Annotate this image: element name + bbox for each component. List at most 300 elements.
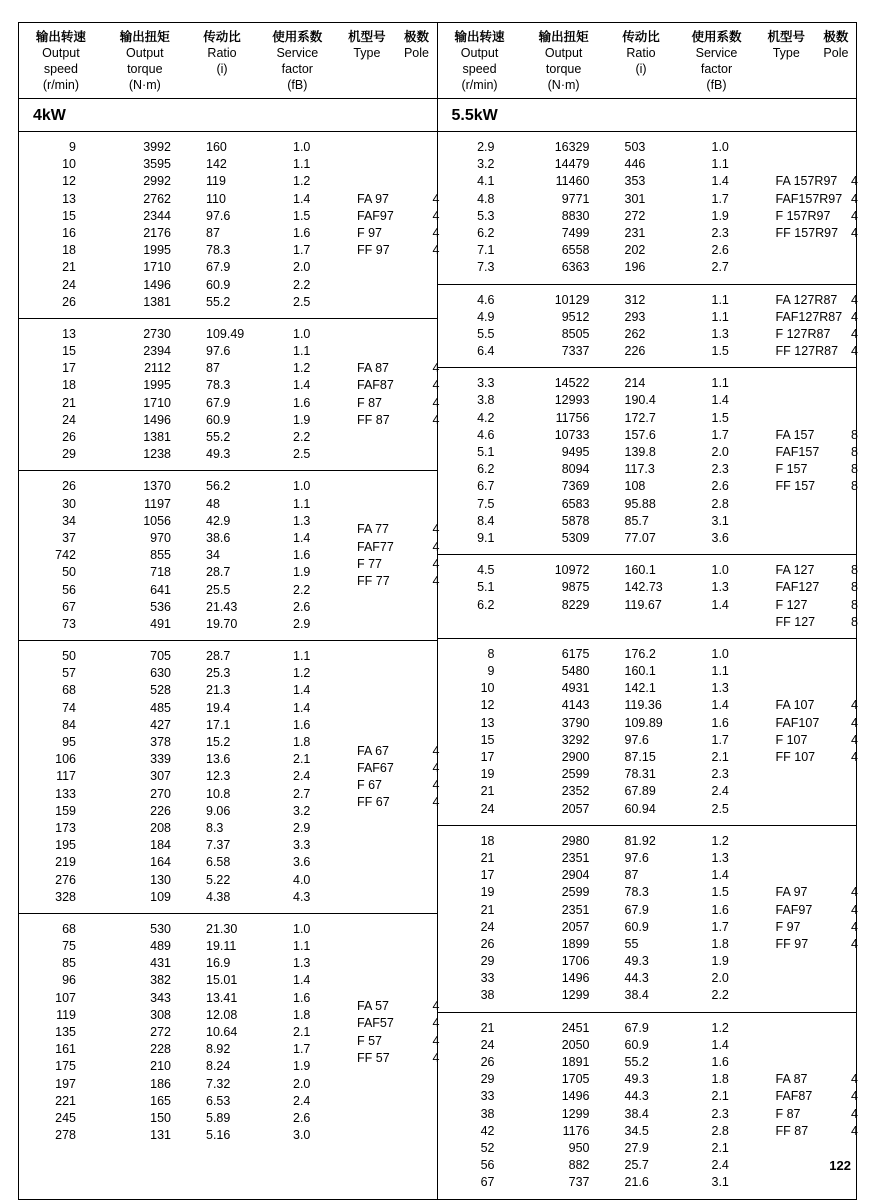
table-cell: 186 [107, 1076, 171, 1093]
table-cell: 196 [625, 259, 688, 276]
table-cell: 5309 [526, 530, 590, 547]
table-cell: 175 [19, 1058, 76, 1075]
spec-group [438, 826, 857, 1013]
table-cell: 150 [107, 1110, 171, 1127]
type-value: F 97 [357, 225, 415, 242]
spec-group [438, 555, 857, 639]
column-type [353, 191, 415, 260]
column-service-factor [688, 375, 772, 547]
table-cell: 1706 [526, 953, 590, 970]
table-cell: 1.7 [712, 427, 772, 444]
table-cell: 7.37 [206, 837, 269, 854]
type-pole-block [772, 139, 875, 277]
pole-value: 4 [415, 777, 457, 794]
header-type: 机型号 Type [757, 29, 816, 93]
table-cell: 4.8 [438, 191, 495, 208]
table-right-5p5kw [438, 23, 857, 1199]
table-cell: 42 [438, 1123, 495, 1140]
pole-value: 4 [834, 191, 875, 208]
column-output-torque [107, 326, 195, 464]
type-value: FF 67 [357, 794, 415, 811]
table-cell: 202 [625, 242, 688, 259]
table-cell: 13 [438, 715, 495, 732]
table-cell: 2.0 [712, 444, 772, 461]
table-cell: 1.1 [293, 156, 353, 173]
table-cell: 1299 [526, 1106, 590, 1123]
table-cell: 1710 [107, 395, 171, 412]
pole-value: 4 [415, 998, 457, 1015]
table-cell: 7499 [526, 225, 590, 242]
spec-group [19, 641, 437, 914]
type-value: FA 87 [357, 360, 415, 377]
table-cell: 1.5 [712, 410, 772, 427]
table-cell: 25.3 [206, 665, 269, 682]
table-cell: 60.9 [625, 919, 688, 936]
table-cell: 4143 [526, 697, 590, 714]
column-pole [834, 173, 875, 242]
table-cell: 2.0 [293, 1076, 353, 1093]
table-cell: 18 [19, 242, 76, 259]
table-cell: 12.3 [206, 768, 269, 785]
spec-tables [18, 22, 857, 1200]
table-cell: 38 [438, 987, 495, 1004]
type-value: F 107 [776, 732, 834, 749]
table-cell: 44.3 [625, 1088, 688, 1105]
table-cell: 737 [526, 1174, 590, 1191]
table-cell: 184 [107, 837, 171, 854]
table-cell: 2.7 [712, 259, 772, 276]
column-service-factor [269, 139, 353, 311]
table-cell: 293 [625, 309, 688, 326]
pole-value: 4 [415, 225, 457, 242]
pole-value: 4 [834, 1106, 875, 1123]
table-left-4kw [19, 23, 438, 1199]
type-value: F 97 [776, 919, 834, 936]
table-cell: 165 [107, 1093, 171, 1110]
table-cell: 108 [625, 478, 688, 495]
type-pole-block [772, 562, 875, 631]
table-cell: 50 [19, 648, 76, 665]
table-cell: 2.0 [712, 970, 772, 987]
column-output-speed [438, 833, 526, 1005]
table-cell: 1496 [526, 970, 590, 987]
table-cell: 24 [438, 1037, 495, 1054]
table-cell: 6.2 [438, 225, 495, 242]
pole-value: 4 [834, 309, 875, 326]
pole-value: 4 [834, 749, 875, 766]
table-cell: 1.8 [712, 1071, 772, 1088]
column-output-torque [107, 478, 195, 633]
table-cell: 21 [19, 395, 76, 412]
table-cell: 1.4 [712, 392, 772, 409]
table-cell: 1.7 [712, 732, 772, 749]
table-cell: 60.9 [625, 1037, 688, 1054]
table-cell: 57 [19, 665, 76, 682]
pole-value: 4 [834, 919, 875, 936]
table-cell: 1.5 [293, 208, 353, 225]
pole-value: 4 [415, 242, 457, 259]
table-cell: 1.8 [293, 734, 353, 751]
table-cell: 528 [107, 682, 171, 699]
column-service-factor [688, 292, 772, 361]
type-value: FF 127 [776, 614, 834, 631]
pole-value: 4 [415, 521, 457, 538]
table-cell: 26 [19, 294, 76, 311]
table-cell: 97.6 [625, 850, 688, 867]
table-cell: 26 [438, 936, 495, 953]
data-columns [438, 375, 772, 547]
table-cell: 6.4 [438, 343, 495, 360]
header-output-speed: 输出转速 Output speed (r/min) [19, 29, 103, 93]
table-cell: 10129 [526, 292, 590, 309]
table-cell: 1176 [526, 1123, 590, 1140]
table-cell: 3.8 [438, 392, 495, 409]
type-value: F 127 [776, 597, 834, 614]
table-cell: 67 [19, 599, 76, 616]
pole-value: 4 [415, 412, 457, 429]
table-cell: 16329 [526, 139, 590, 156]
table-cell: 378 [107, 734, 171, 751]
table-cell: 139.8 [625, 444, 688, 461]
table-cell: 1.4 [712, 697, 772, 714]
pole-value: 4 [834, 225, 875, 242]
type-value: FF 97 [357, 242, 415, 259]
type-pole-block [772, 833, 875, 1005]
table-cell: 1995 [107, 242, 171, 259]
table-cell: 190.4 [625, 392, 688, 409]
type-value: F 157 [776, 461, 834, 478]
table-cell: 2992 [107, 173, 171, 190]
table-cell: 38 [438, 1106, 495, 1123]
type-value: FA 97 [776, 884, 834, 901]
column-service-factor [269, 478, 353, 633]
pole-value: 4 [415, 208, 457, 225]
type-value: FA 127R87 [776, 292, 834, 309]
pole-value: 4 [834, 902, 875, 919]
table-cell: 221 [19, 1093, 76, 1110]
pole-value: 4 [834, 173, 875, 190]
table-cell: 5.89 [206, 1110, 269, 1127]
table-cell: 1.6 [293, 547, 353, 564]
table-cell: 3.3 [438, 375, 495, 392]
table-cell: 2.6 [712, 478, 772, 495]
pole-value: 4 [415, 360, 457, 377]
table-cell: 8830 [526, 208, 590, 225]
table-cell: 1.4 [293, 972, 353, 989]
table-cell: 21 [438, 1020, 495, 1037]
table-cell: 84 [19, 717, 76, 734]
table-cell: 9.1 [438, 530, 495, 547]
table-cell: 1891 [526, 1054, 590, 1071]
table-cell: 1.0 [293, 326, 353, 343]
table-cell: 630 [107, 665, 171, 682]
type-value: F 127R87 [776, 326, 834, 343]
column-type [772, 697, 834, 766]
table-cell: 1.1 [293, 938, 353, 955]
table-cell: 1496 [107, 277, 171, 294]
table-cell: 6363 [526, 259, 590, 276]
table-cell: 21.30 [206, 921, 269, 938]
table-cell: 1.4 [293, 530, 353, 547]
table-cell: 2.3 [712, 225, 772, 242]
table-cell: 26 [19, 429, 76, 446]
table-cell: 119 [19, 1007, 76, 1024]
table-cell: 2904 [526, 867, 590, 884]
pole-value: 8 [834, 461, 875, 478]
type-value: FF 157R97 [776, 225, 834, 242]
spec-group [19, 319, 437, 472]
column-service-factor [688, 562, 772, 631]
table-cell: 503 [625, 139, 688, 156]
table-cell: 4.2 [438, 410, 495, 427]
table-cell: 1.6 [712, 902, 772, 919]
table-cell: 60.9 [206, 277, 269, 294]
table-cell: 1381 [107, 294, 171, 311]
type-value: FAF87 [776, 1088, 834, 1105]
table-cell: 9512 [526, 309, 590, 326]
table-cell: 1056 [107, 513, 171, 530]
table-cell: 1.2 [293, 360, 353, 377]
table-cell: 37 [19, 530, 76, 547]
table-cell: 87 [206, 225, 269, 242]
table-cell: 2.3 [712, 1106, 772, 1123]
table-cell: 1.4 [712, 867, 772, 884]
table-cell: 5878 [526, 513, 590, 530]
table-cell: 8.24 [206, 1058, 269, 1075]
column-type [772, 292, 834, 361]
table-cell: 228 [107, 1041, 171, 1058]
table-cell: 18 [438, 833, 495, 850]
table-cell: 133 [19, 786, 76, 803]
header-ratio: 传动比 Ratio (i) [187, 29, 258, 93]
table-cell: 2.7 [293, 786, 353, 803]
table-cell: 1238 [107, 446, 171, 463]
table-cell: 1.4 [293, 191, 353, 208]
table-cell: 67.9 [206, 395, 269, 412]
column-type [353, 521, 415, 590]
table-header-right [438, 23, 857, 99]
table-cell: 161 [19, 1041, 76, 1058]
column-ratio [614, 375, 688, 547]
table-cell: 42.9 [206, 513, 269, 530]
type-value: FAF157 [776, 444, 834, 461]
table-cell: 1.9 [712, 953, 772, 970]
table-cell: 14522 [526, 375, 590, 392]
column-output-speed [438, 562, 526, 631]
table-cell: 1705 [526, 1071, 590, 1088]
table-cell: 1.4 [712, 173, 772, 190]
column-output-speed [438, 646, 526, 818]
table-cell: 1995 [107, 377, 171, 394]
column-ratio [614, 646, 688, 818]
table-cell: 67.9 [206, 259, 269, 276]
table-cell: 60.9 [206, 412, 269, 429]
table-cell: 1.0 [293, 478, 353, 495]
type-value: FF 127R87 [776, 343, 834, 360]
table-cell: 19.4 [206, 700, 269, 717]
table-cell: 16.9 [206, 955, 269, 972]
table-cell: 34 [206, 547, 269, 564]
table-cell: 142.1 [625, 680, 688, 697]
table-cell: 1.1 [293, 343, 353, 360]
table-cell: 19.11 [206, 938, 269, 955]
data-columns [19, 326, 353, 464]
type-value: FA 57 [357, 998, 415, 1015]
table-cell: 2050 [526, 1037, 590, 1054]
pole-value: 8 [834, 478, 875, 495]
table-cell: 6175 [526, 646, 590, 663]
table-cell: 2.2 [712, 987, 772, 1004]
table-cell: 26 [438, 1054, 495, 1071]
table-cell: 1899 [526, 936, 590, 953]
table-cell: 2599 [526, 884, 590, 901]
table-cell: 19 [438, 884, 495, 901]
table-cell: 21.3 [206, 682, 269, 699]
table-cell: 2.9 [438, 139, 495, 156]
table-cell: 52 [438, 1140, 495, 1157]
type-value: F 57 [357, 1033, 415, 1050]
table-cell: 81.92 [625, 833, 688, 850]
table-cell: 1.3 [293, 955, 353, 972]
table-cell: 87.15 [625, 749, 688, 766]
table-cell: 2.0 [293, 259, 353, 276]
table-cell: 2.3 [712, 766, 772, 783]
column-ratio [195, 921, 269, 1144]
table-cell: 343 [107, 990, 171, 1007]
table-cell: 117.3 [625, 461, 688, 478]
table-cell: 109.89 [625, 715, 688, 732]
table-cell: 245 [19, 1110, 76, 1127]
table-cell: 2112 [107, 360, 171, 377]
table-cell: 1381 [107, 429, 171, 446]
table-cell: 353 [625, 173, 688, 190]
pole-value: 4 [834, 1123, 875, 1140]
table-cell: 1.2 [293, 173, 353, 190]
table-cell: 15 [19, 208, 76, 225]
table-cell: 33 [438, 1088, 495, 1105]
type-pole-block [772, 292, 875, 361]
table-cell: 110 [206, 191, 269, 208]
table-cell: 8.4 [438, 513, 495, 530]
table-cell: 6.53 [206, 1093, 269, 1110]
table-cell: 431 [107, 955, 171, 972]
table-cell: 2.3 [712, 461, 772, 478]
table-cell: 1.3 [712, 850, 772, 867]
table-cell: 4.1 [438, 173, 495, 190]
table-cell: 44.3 [625, 970, 688, 987]
table-cell: 5.5 [438, 326, 495, 343]
table-cell: 106 [19, 751, 76, 768]
table-cell: 1.3 [712, 579, 772, 596]
pole-value: 4 [834, 936, 875, 953]
type-value: FA 157R97 [776, 173, 834, 190]
pole-value: 4 [834, 697, 875, 714]
pole-value: 4 [415, 556, 457, 573]
table-cell: 7369 [526, 478, 590, 495]
column-output-speed [438, 292, 526, 361]
table-cell: 1.0 [712, 562, 772, 579]
table-cell: 10 [438, 680, 495, 697]
table-cell: 1.1 [712, 156, 772, 173]
column-type [772, 562, 834, 631]
table-cell: 157.6 [625, 427, 688, 444]
table-cell: 1.9 [293, 412, 353, 429]
column-output-torque [526, 375, 614, 547]
column-pole [834, 562, 875, 631]
column-type [353, 743, 415, 812]
table-cell: 3292 [526, 732, 590, 749]
table-cell: 4.38 [206, 889, 269, 906]
table-cell: 9875 [526, 579, 590, 596]
table-cell: 172.7 [625, 410, 688, 427]
table-cell: 95.88 [625, 496, 688, 513]
type-value: FA 97 [357, 191, 415, 208]
table-cell: 21 [19, 259, 76, 276]
table-cell: 17 [438, 867, 495, 884]
table-cell: 68 [19, 682, 76, 699]
table-cell: 34 [19, 513, 76, 530]
column-output-speed [19, 648, 107, 906]
table-cell: 536 [107, 599, 171, 616]
column-ratio [614, 139, 688, 277]
column-output-torque [526, 139, 614, 277]
table-cell: 19.70 [206, 616, 269, 633]
table-cell: 7.3 [438, 259, 495, 276]
table-cell: 29 [19, 446, 76, 463]
table-cell: 4.6 [438, 292, 495, 309]
table-cell: 2.5 [293, 446, 353, 463]
table-cell: 197 [19, 1076, 76, 1093]
table-cell: 382 [107, 972, 171, 989]
table-cell: 2451 [526, 1020, 590, 1037]
header-pole: 极数 Pole [816, 29, 856, 93]
table-cell: 718 [107, 564, 171, 581]
table-cell: 950 [526, 1140, 590, 1157]
table-cell: 882 [526, 1157, 590, 1174]
header-service-factor: 使用系数 Service factor (fB) [676, 29, 756, 93]
table-cell: 1.7 [293, 1041, 353, 1058]
column-output-torque [526, 1020, 614, 1192]
data-columns [438, 562, 772, 631]
table-cell: 2.1 [712, 1140, 772, 1157]
table-cell: 109.49 [206, 326, 269, 343]
table-cell: 1.5 [712, 884, 772, 901]
column-output-speed [438, 375, 526, 547]
table-cell: 1.1 [712, 375, 772, 392]
table-cell: 308 [107, 1007, 171, 1024]
table-cell: 78.3 [206, 377, 269, 394]
table-cell: 2.1 [293, 751, 353, 768]
table-cell: 1.6 [712, 715, 772, 732]
table-cell: 12 [19, 173, 76, 190]
table-cell: 16 [19, 225, 76, 242]
type-value: FA 157 [776, 427, 834, 444]
table-cell: 160.1 [625, 663, 688, 680]
type-value: F 157R97 [776, 208, 834, 225]
pole-value: 4 [834, 1088, 875, 1105]
table-cell: 272 [107, 1024, 171, 1041]
table-cell: 3.6 [293, 854, 353, 871]
table-cell: 75 [19, 938, 76, 955]
type-value: FF 107 [776, 749, 834, 766]
type-value: FF 87 [776, 1123, 834, 1140]
column-pole [834, 884, 875, 953]
table-cell: 1.3 [712, 326, 772, 343]
pole-value: 4 [415, 573, 457, 590]
pole-value: 4 [834, 715, 875, 732]
table-cell: 446 [625, 156, 688, 173]
type-pole-block [772, 1020, 875, 1192]
